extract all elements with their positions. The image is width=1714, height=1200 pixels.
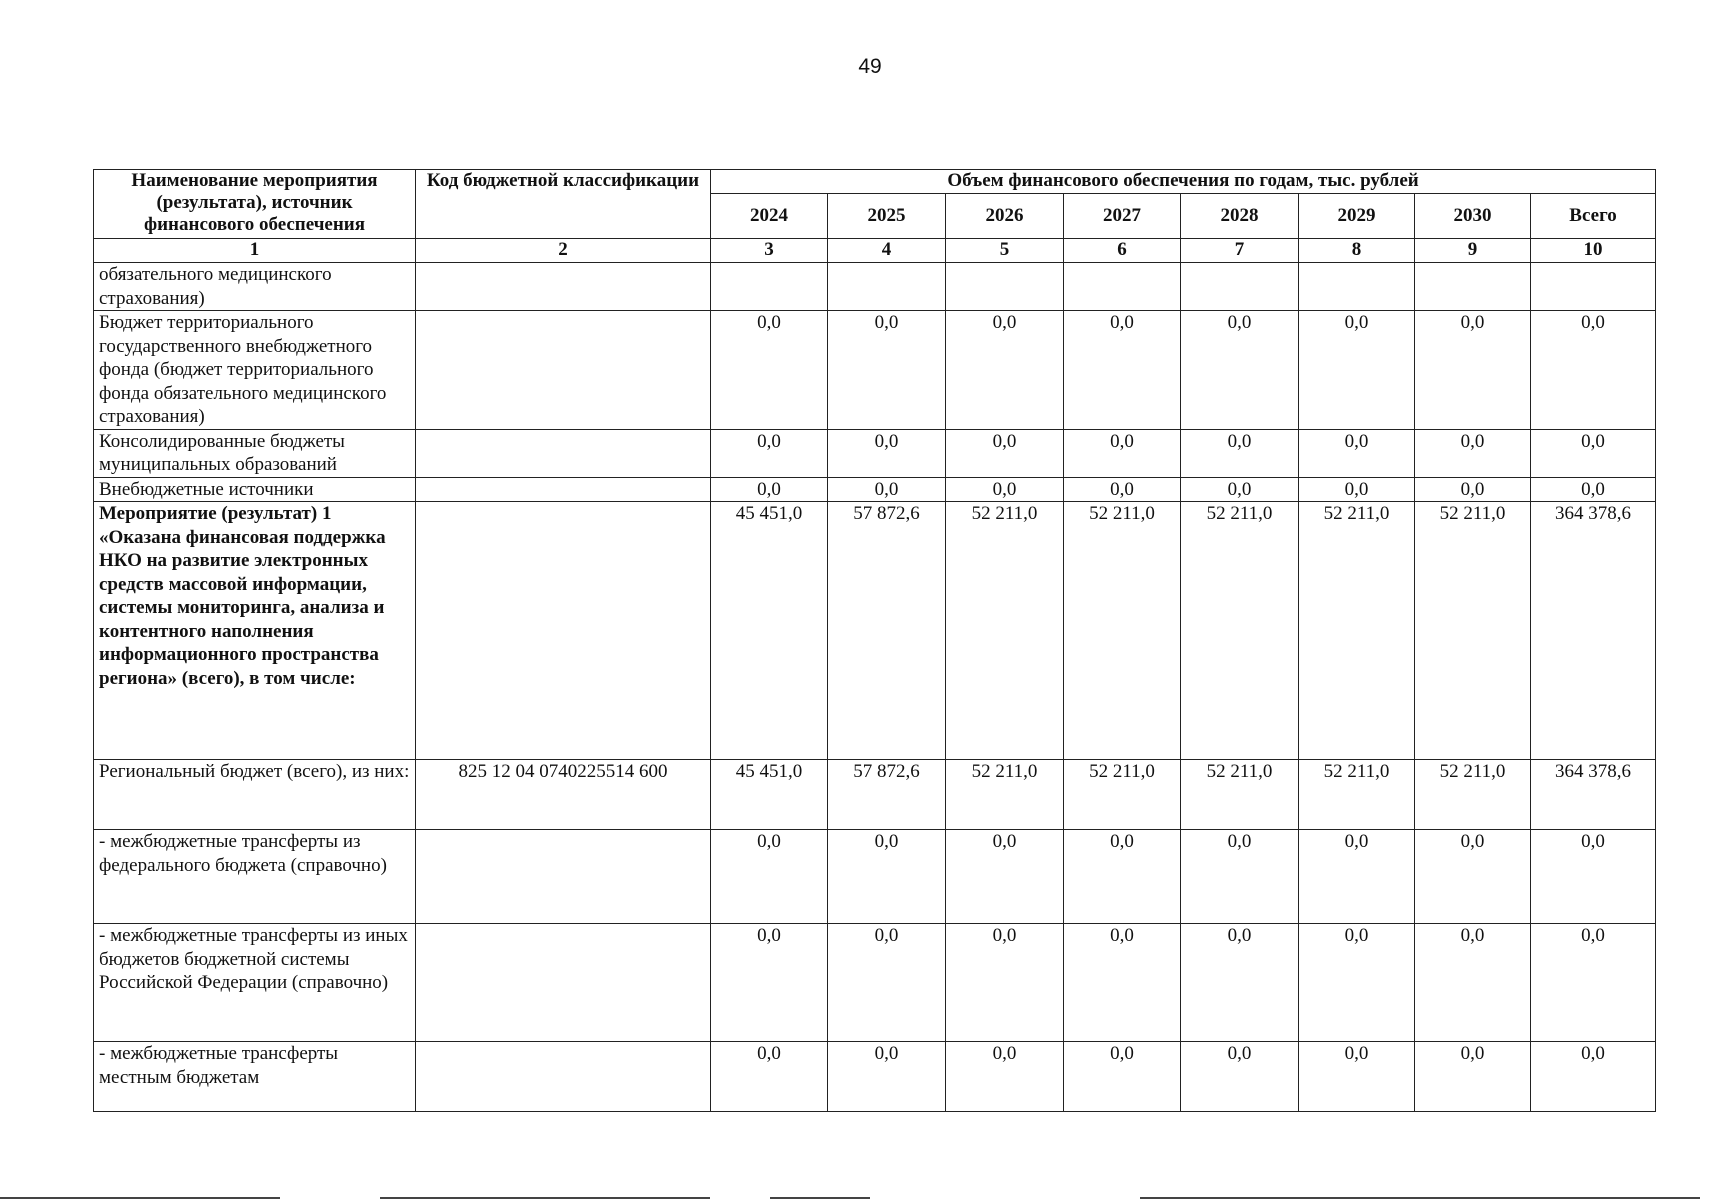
row-year-value: 0,0: [711, 830, 828, 924]
row-year-value: 0,0: [946, 477, 1064, 502]
row-year-value: 52 211,0: [1181, 760, 1299, 830]
row-name: Консолидированные бюджеты муниципальных образований: [94, 429, 416, 477]
financing-table: [93, 169, 1656, 1112]
row-year-value: [1299, 263, 1415, 311]
header-year: 2030: [1415, 194, 1531, 239]
column-number: 1: [94, 239, 416, 263]
row-budget-code: [416, 924, 711, 1042]
row-year-value: 0,0: [1064, 429, 1181, 477]
table-row: [94, 477, 1656, 502]
row-year-value: 0,0: [946, 311, 1064, 430]
row-total-value: 0,0: [1531, 830, 1656, 924]
row-year-value: 0,0: [1299, 1042, 1415, 1112]
row-year-value: 0,0: [1299, 429, 1415, 477]
row-year-value: 57 872,6: [828, 502, 946, 760]
row-budget-code: [416, 429, 711, 477]
row-year-value: 45 451,0: [711, 760, 828, 830]
column-number: 4: [828, 239, 946, 263]
row-total-value: 364 378,6: [1531, 760, 1656, 830]
row-year-value: 0,0: [1064, 830, 1181, 924]
row-total-value: [1531, 263, 1656, 311]
row-year-value: 0,0: [1299, 311, 1415, 430]
row-year-value: 0,0: [1415, 1042, 1531, 1112]
row-total-value: 364 378,6: [1531, 502, 1656, 760]
table-row: [94, 311, 1656, 430]
table-row: [94, 924, 1656, 1042]
table-row: [94, 502, 1656, 760]
header-volume-column: Объем финансового обеспечения по годам, тыс. рублей: [711, 170, 1656, 194]
row-total-value: 0,0: [1531, 1042, 1656, 1112]
row-name: обязательного медицинского страхования): [94, 263, 416, 311]
table-row: [94, 429, 1656, 477]
row-year-value: 45 451,0: [711, 502, 828, 760]
row-budget-code: [416, 311, 711, 430]
row-name: - межбюджетные трансферты местным бюджетам: [94, 1042, 416, 1112]
table-row: [94, 830, 1656, 924]
row-name: Мероприятие (результат) 1 «Оказана финансовая поддержка НКО на развитие электронных средств массовой информации, системы мониторинга, анализа и контентного наполнения информационного пространства региона» (всего), в том числе:: [94, 502, 416, 760]
row-year-value: 0,0: [1064, 477, 1181, 502]
row-year-value: 52 211,0: [1299, 502, 1415, 760]
row-budget-code: [416, 1042, 711, 1112]
row-year-value: 0,0: [946, 429, 1064, 477]
row-year-value: 0,0: [711, 311, 828, 430]
row-year-value: 0,0: [1415, 311, 1531, 430]
column-number: 6: [1064, 239, 1181, 263]
row-budget-code: [416, 502, 711, 760]
row-year-value: 0,0: [711, 477, 828, 502]
row-year-value: 52 211,0: [1181, 502, 1299, 760]
row-name: Бюджет территориального государственного внебюджетного фонда (бюджет территориального фонда обязательного медицинского страхования): [94, 311, 416, 430]
row-year-value: 57 872,6: [828, 760, 946, 830]
header-year: 2025: [828, 194, 946, 239]
column-number: 8: [1299, 239, 1415, 263]
row-year-value: 52 211,0: [1299, 760, 1415, 830]
column-number: 10: [1531, 239, 1656, 263]
row-year-value: 0,0: [1181, 429, 1299, 477]
row-total-value: 0,0: [1531, 924, 1656, 1042]
row-year-value: 0,0: [828, 477, 946, 502]
row-year-value: 0,0: [828, 924, 946, 1042]
row-budget-code: 825 12 04 0740225514 600: [416, 760, 711, 830]
row-year-value: 0,0: [1064, 311, 1181, 430]
row-name: Внебюджетные источники: [94, 477, 416, 502]
column-number: 3: [711, 239, 828, 263]
header-year: 2028: [1181, 194, 1299, 239]
row-year-value: 0,0: [1181, 1042, 1299, 1112]
row-year-value: 0,0: [1415, 477, 1531, 502]
row-budget-code: [416, 477, 711, 502]
header-code-column: Код бюджетной классификации: [416, 170, 711, 239]
row-year-value: 0,0: [1415, 924, 1531, 1042]
header-year: 2027: [1064, 194, 1181, 239]
row-year-value: 0,0: [828, 1042, 946, 1112]
row-year-value: 52 211,0: [1064, 502, 1181, 760]
table-row: [94, 760, 1656, 830]
row-year-value: 0,0: [1299, 924, 1415, 1042]
row-year-value: 0,0: [711, 1042, 828, 1112]
header-total: Всего: [1531, 194, 1656, 239]
scan-edge-line: [1140, 1197, 1700, 1199]
row-year-value: 0,0: [711, 429, 828, 477]
row-year-value: 52 211,0: [946, 502, 1064, 760]
column-number: 5: [946, 239, 1064, 263]
row-year-value: 0,0: [1415, 429, 1531, 477]
row-total-value: 0,0: [1531, 477, 1656, 502]
header-year: 2026: [946, 194, 1064, 239]
row-year-value: 0,0: [711, 924, 828, 1042]
row-year-value: 0,0: [1064, 1042, 1181, 1112]
row-year-value: [946, 263, 1064, 311]
row-name: Региональный бюджет (всего), из них:: [94, 760, 416, 830]
row-year-value: [1181, 263, 1299, 311]
column-number: 2: [416, 239, 711, 263]
row-year-value: 52 211,0: [1415, 502, 1531, 760]
row-year-value: 0,0: [946, 1042, 1064, 1112]
row-year-value: 0,0: [1181, 924, 1299, 1042]
row-year-value: [1415, 263, 1531, 311]
scan-edge-line: [770, 1197, 870, 1199]
header-year: 2029: [1299, 194, 1415, 239]
row-year-value: [711, 263, 828, 311]
row-year-value: 52 211,0: [1415, 760, 1531, 830]
row-budget-code: [416, 263, 711, 311]
column-number: 7: [1181, 239, 1299, 263]
row-year-value: 52 211,0: [1064, 760, 1181, 830]
row-year-value: 0,0: [828, 311, 946, 430]
row-year-value: 0,0: [1181, 477, 1299, 502]
row-year-value: 0,0: [1181, 311, 1299, 430]
row-year-value: 0,0: [1299, 830, 1415, 924]
row-year-value: 0,0: [1415, 830, 1531, 924]
header-year: 2024: [711, 194, 828, 239]
row-total-value: 0,0: [1531, 311, 1656, 430]
page-number: 49: [858, 55, 882, 78]
row-year-value: [828, 263, 946, 311]
row-year-value: 0,0: [1299, 477, 1415, 502]
row-year-value: 0,0: [946, 924, 1064, 1042]
column-number: 9: [1415, 239, 1531, 263]
row-year-value: 52 211,0: [946, 760, 1064, 830]
row-year-value: 0,0: [1181, 830, 1299, 924]
table-row: [94, 1042, 1656, 1112]
row-total-value: 0,0: [1531, 429, 1656, 477]
scan-edge-line: [380, 1197, 710, 1199]
row-name: - межбюджетные трансферты из иных бюджетов бюджетной системы Российской Федерации (справочно): [94, 924, 416, 1042]
row-budget-code: [416, 830, 711, 924]
row-year-value: 0,0: [828, 830, 946, 924]
row-year-value: [1064, 263, 1181, 311]
header-name-column: Наименование мероприятия (результата), источник финансового обеспечения: [94, 170, 416, 239]
row-year-value: 0,0: [946, 830, 1064, 924]
table-row: [94, 263, 1656, 311]
row-name: - межбюджетные трансферты из федерального бюджета (справочно): [94, 830, 416, 924]
scan-edge-line: [0, 1197, 280, 1199]
row-year-value: 0,0: [1064, 924, 1181, 1042]
row-year-value: 0,0: [828, 429, 946, 477]
